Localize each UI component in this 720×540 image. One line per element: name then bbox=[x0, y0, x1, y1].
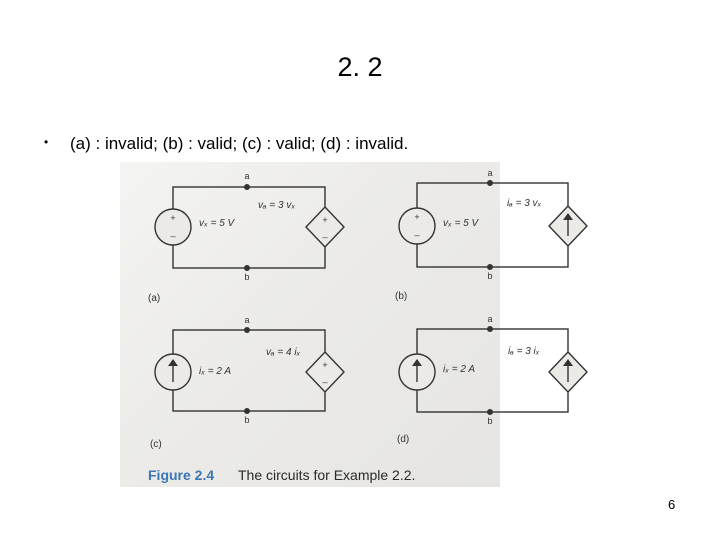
circuit-c-dependent-source bbox=[306, 352, 344, 392]
circuit-d-dependent-source bbox=[549, 352, 587, 392]
svg-text:–: – bbox=[322, 377, 328, 387]
circuit-figure bbox=[120, 162, 542, 487]
circuit-d-node-a-dot bbox=[487, 326, 493, 332]
circuit-d-source-label: iₓ = 2 A bbox=[443, 364, 476, 375]
circuit-b-node-a-label: a bbox=[487, 168, 493, 178]
circuit-b-tag: (b) bbox=[395, 291, 408, 302]
svg-text:+: + bbox=[414, 212, 420, 222]
circuit-d bbox=[417, 329, 568, 412]
circuit-b-source-label: vₓ = 5 V bbox=[443, 218, 479, 229]
svg-text:+: + bbox=[322, 215, 328, 225]
circuit-a-dependent-label: vₐ = 3 vₓ bbox=[258, 200, 296, 211]
circuit-b-node-a-dot bbox=[487, 180, 493, 186]
svg-text:–: – bbox=[170, 231, 176, 241]
circuit-c-node-b-label: b bbox=[244, 415, 250, 425]
figure-scan bbox=[120, 162, 542, 487]
circuit-c bbox=[173, 330, 328, 411]
circuit-d-tag: (d) bbox=[397, 434, 410, 445]
circuit-b-node-b-label: b bbox=[487, 271, 493, 281]
circuit-b-independent-source bbox=[399, 208, 435, 244]
circuit-a-node-b-dot bbox=[244, 265, 250, 271]
svg-text:–: – bbox=[414, 230, 420, 240]
circuit-a-node-a-label: a bbox=[244, 171, 250, 181]
circuit-d-dependent-label: iₐ = 3 iₓ bbox=[508, 346, 540, 357]
circuit-c-independent-source bbox=[155, 354, 191, 390]
circuit-a-source-label: vₓ = 5 V bbox=[199, 218, 235, 229]
circuit-c-node-b-dot bbox=[244, 408, 250, 414]
circuit-a-node-b-label: b bbox=[244, 272, 250, 282]
page-number: 6 bbox=[668, 497, 676, 512]
circuit-d-independent-source bbox=[399, 354, 435, 390]
slide-title: 2. 2 bbox=[337, 52, 383, 82]
circuit-d-node-b-dot bbox=[487, 409, 493, 415]
bullet-icon: • bbox=[44, 135, 49, 149]
circuit-c-node-a-label: a bbox=[244, 315, 250, 325]
circuit-a-independent-source bbox=[155, 209, 191, 245]
svg-text:+: + bbox=[170, 213, 176, 223]
circuit-d-node-a-label: a bbox=[487, 314, 493, 324]
circuit-d-node-b-label: b bbox=[487, 416, 493, 426]
svg-text:+: + bbox=[322, 360, 328, 370]
bullet-text: (a) : invalid; (b) : valid; (c) : valid; (d) : invalid. bbox=[70, 134, 409, 153]
circuit-b-dependent-label: iₐ = 3 vₓ bbox=[507, 198, 542, 209]
circuit-c-tag: (c) bbox=[150, 439, 162, 450]
circuit-b-dependent-source bbox=[549, 206, 587, 246]
circuit-c-source-label: iₓ = 2 A bbox=[199, 366, 232, 377]
circuit-c-dependent-label: vₐ = 4 iₓ bbox=[266, 347, 301, 358]
circuit-c-node-a-dot bbox=[244, 327, 250, 333]
circuit-b bbox=[417, 183, 568, 267]
svg-text:–: – bbox=[322, 232, 328, 242]
figure-caption-label: Figure 2.4 bbox=[148, 467, 215, 483]
figure-caption-text: The circuits for Example 2.2. bbox=[238, 467, 416, 483]
circuit-b-node-b-dot bbox=[487, 264, 493, 270]
circuit-a-node-a-dot bbox=[244, 184, 250, 190]
circuit-a bbox=[173, 187, 328, 268]
circuit-a-dependent-source bbox=[306, 207, 344, 247]
circuit-a-tag: (a) bbox=[148, 293, 161, 304]
